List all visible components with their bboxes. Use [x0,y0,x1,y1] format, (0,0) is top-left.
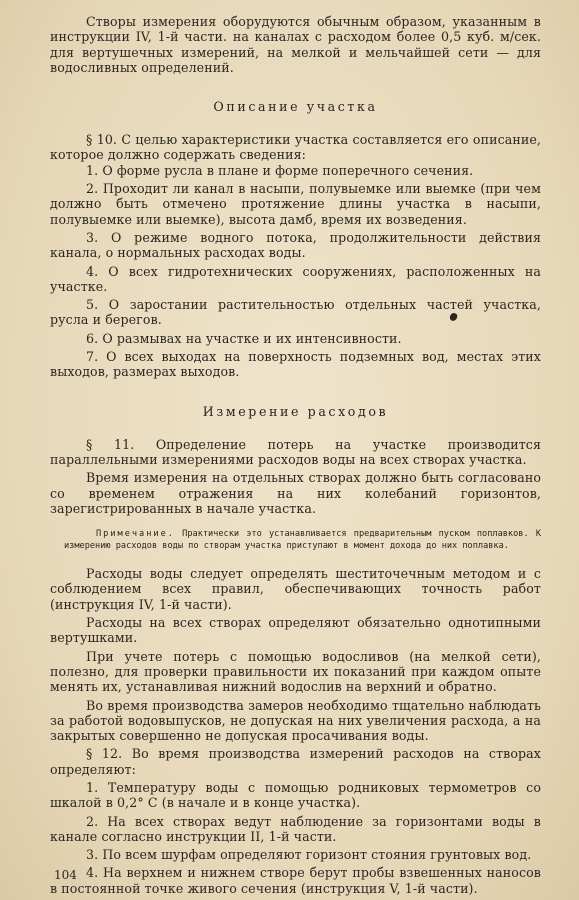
note-block [50,528,541,552]
intro-paragraph: Створы измерения оборудуются обычным образом, указанным в инструкции IV, 1-й части. на каналах с расходом более 0,5 куб. м/сек. для вертушечных измерений, на мелкой и мельчайшей сети — для водосливных определений. [50,14,541,75]
note-label: Примечание. [96,529,175,540]
measure-item-2: 2. На всех створах ведут наблюдение за горизонтами воды в канале согласно инструкции II, 1-й части. [50,813,541,844]
list-item-7: 7. О всех выходах на поверхность подземных вод, местах этих выходов, размерах выходов. [50,349,541,380]
section-heading-measurement: Измерение расходов [202,403,389,419]
section-heading-description: Описание участка [213,99,378,115]
list-item-5: 5. О заростании растительностью отдельных частей участка, русла и берегов. [50,297,541,328]
measure-item-1: 1. Температуру воды с помощью родниковых термометров со шкалой в 0,2° С (в начале и в конце участка). [50,779,541,811]
weir-paragraph: При учете потерь с помощью водосливов (на мелкой сети), полезно, для проверки правильности их показаний при каждом опыте менять их, устанавливая нижний водослив на верхний и обратно. [50,648,541,695]
note-text: Практически это устанавливается предварительным пуском поплавков. К измерению расходов воды по створам участка приступают в момент дохода до них поплавка. [64,529,541,552]
outlet-paragraph: Во время производства замеров необходимо тщательно наблюдать за работой водовыпусков, не допуская на них увеличения расхода, а на закрытых совершенно не допуская просачивания воды. [50,697,541,744]
paragraph-11: § 11. Определение потерь на участке производится параллельными измерениями расходов воды на всех створах участка. [50,436,541,467]
list-item-6: 6. О размывах на участке и их интенсивности. [86,330,402,346]
list-item-3: 3. О режиме водного потока, продолжительности действия канала, о нормальных расходах воды. [50,229,541,261]
list-item-2: 2. Проходит ли канал в насыпи, полувыемке или выемке (при чем должно быть отмечено протяжение длины участка в насыпи, полувыемке или выемке), высота дамб, время их возведения. [50,181,541,227]
timing-paragraph: Время измерения на отдельных створах должно быть согласовано со временем отражения на них колебаний горизонтов, зарегистрированных в начале участка. [50,470,541,516]
six-point-paragraph: Расходы воды следует определять шеститочечным методом и с соблюдением всех правил, обеспечивающих точность работ (инструкция IV, 1-й части). [50,566,541,612]
current-meter-paragraph: Расходы на всех створах определяют обязательно однотипными вертушками. [50,615,541,646]
list-item-4: 4. О всех гидротехнических сооружениях, расположенных на участке. [50,263,541,294]
measure-item-3: 3. По всем шурфам определяют горизонт стояния грунтовых вод. [86,847,532,863]
paragraph-12: § 12. Во время производства измерений расходов на створах определяют: [50,746,541,777]
page-number: 104 [54,868,77,882]
paragraph-10: § 10. С целью характеристики участка составляется его описание, которое должно содержать сведения: [50,132,541,163]
measure-item-4: 4. На верхнем и нижнем створе берут пробы взвешенных наносов в постоянной точке живого сечения (инструкция V, 1-й части). [50,865,541,896]
list-item-1: 1. О форме русла в плане и форме поперечного сечения. [86,162,474,178]
